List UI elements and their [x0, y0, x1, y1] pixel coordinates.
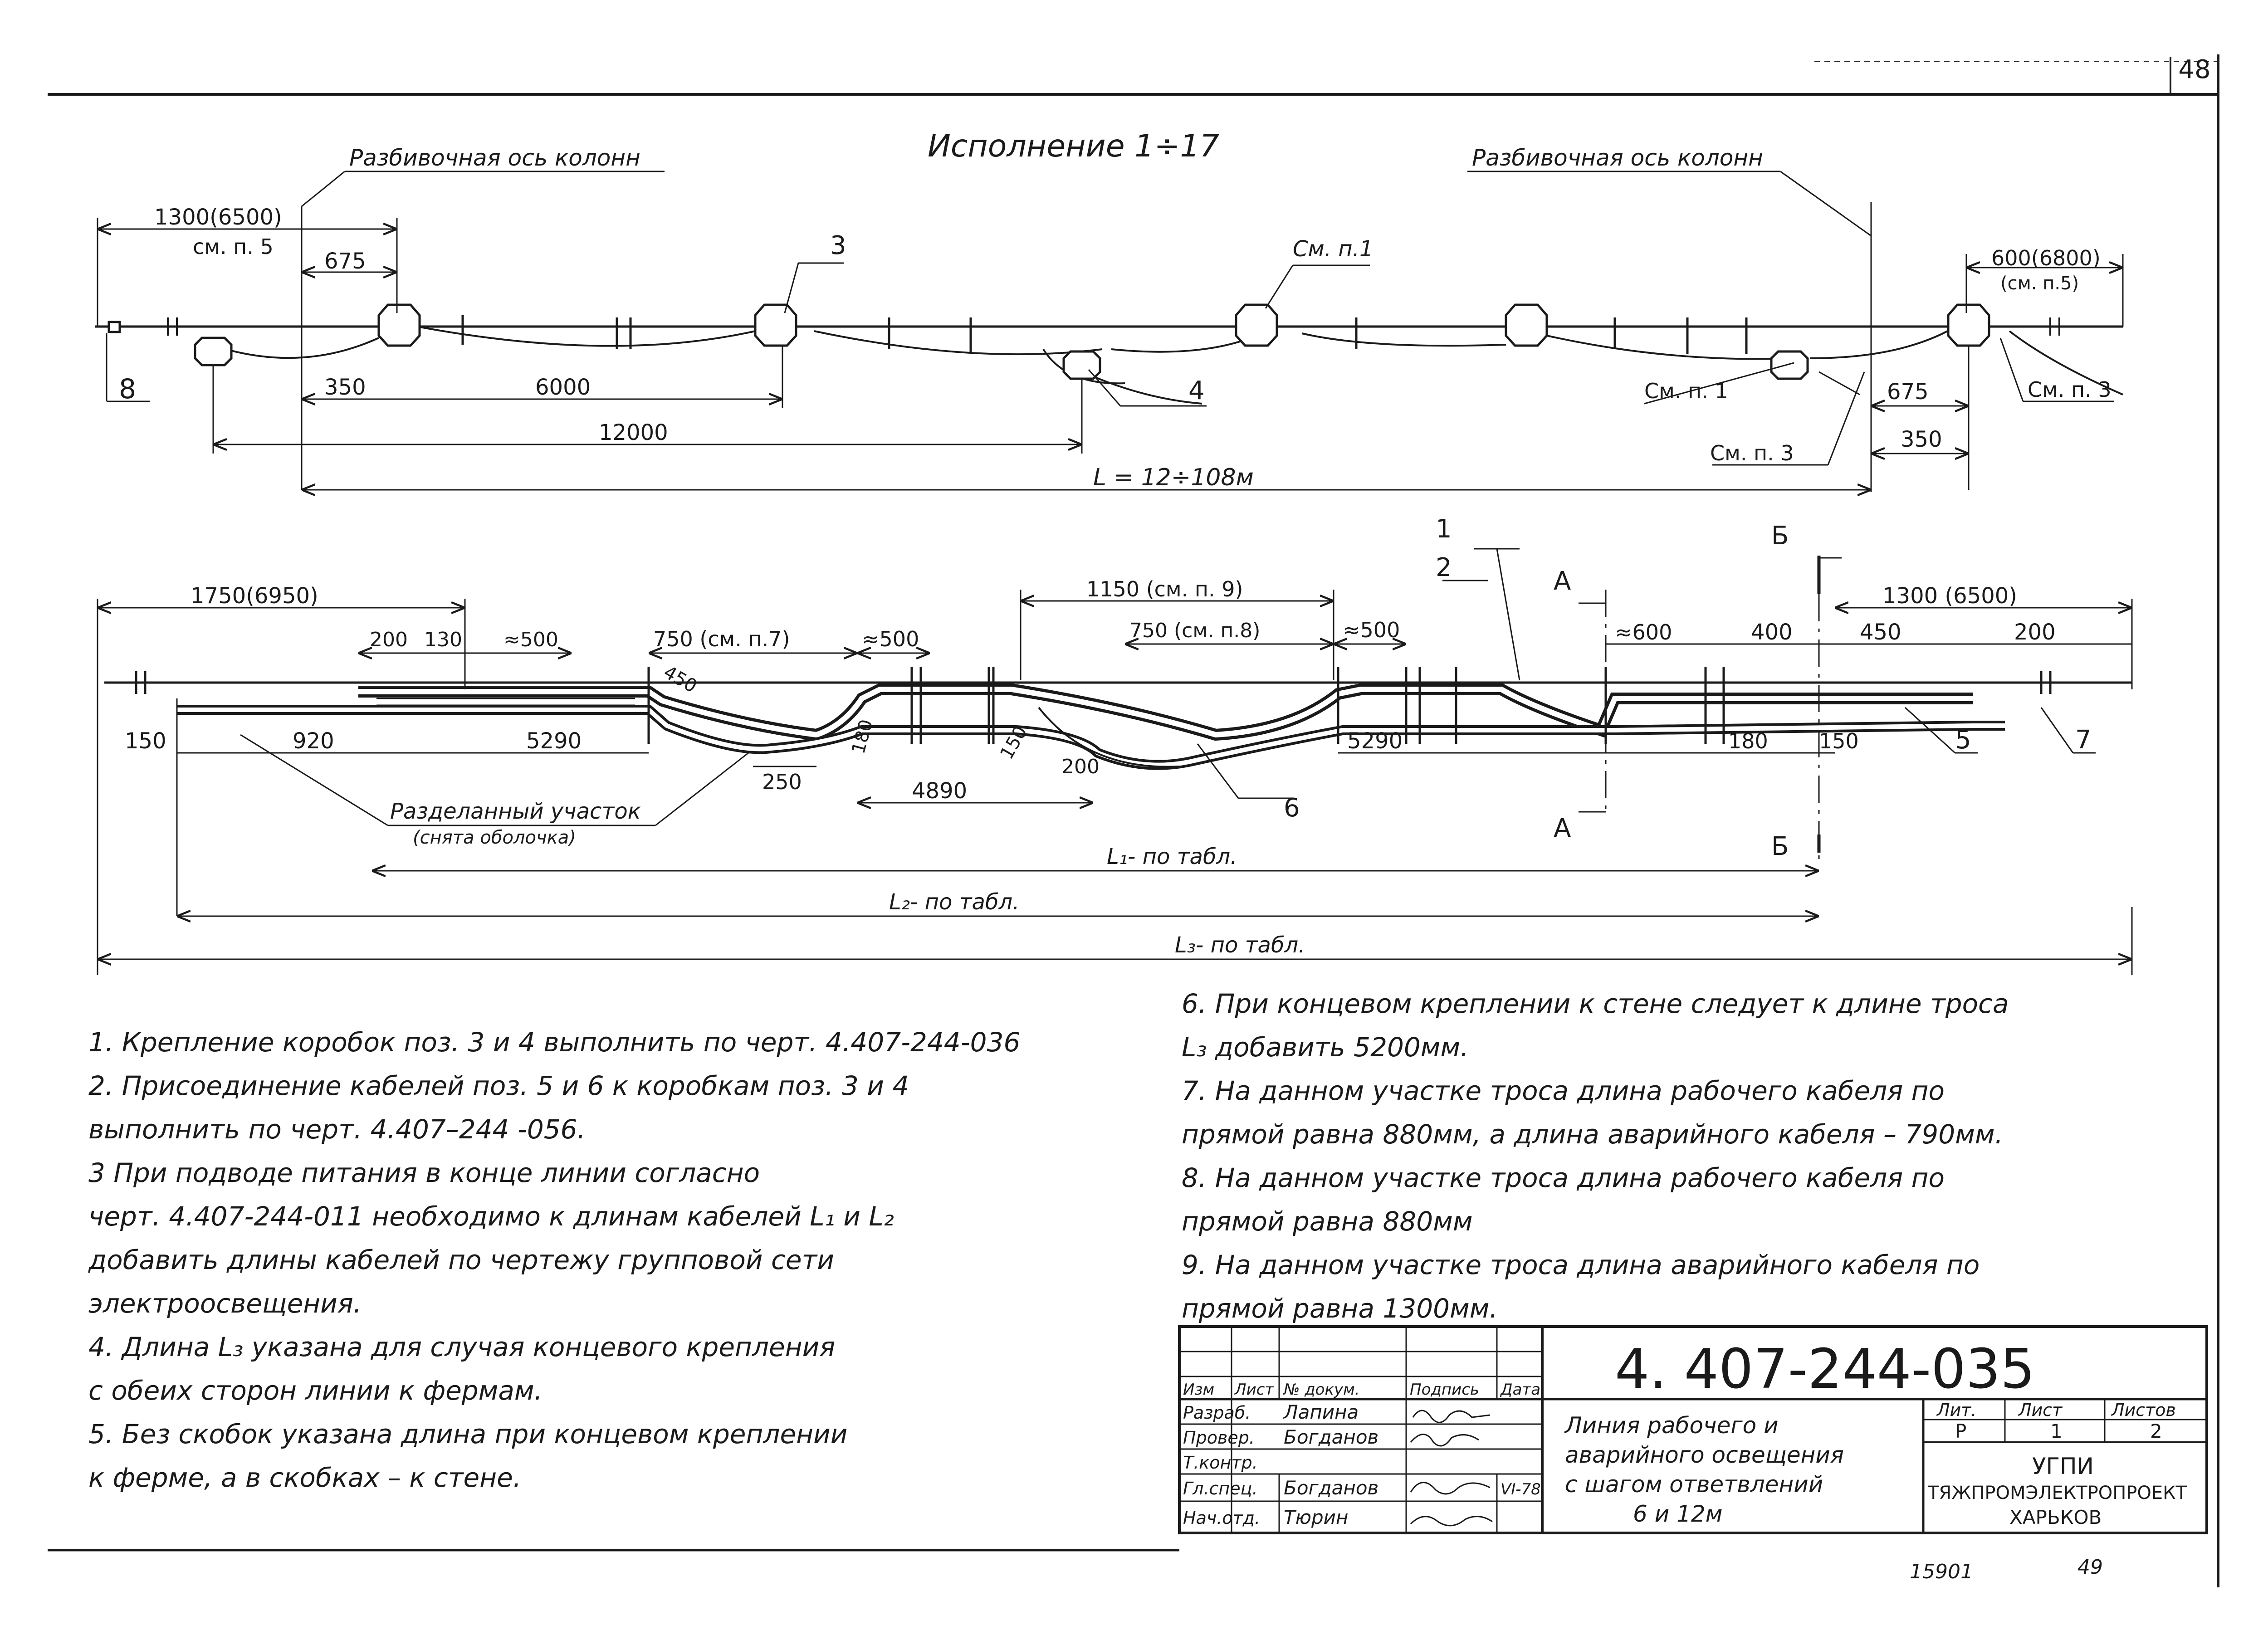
title-block-text	[1183, 1338, 2187, 1528]
drawing-title-3: с шагом ответвлений	[1565, 1471, 1823, 1498]
dim-L-length: L = 12÷108м	[1093, 464, 1254, 491]
pos-8: 8	[119, 373, 137, 405]
see-note-3-right: См. п. 3	[2028, 377, 2112, 402]
dim-1150: 1150 (см. п. 9)	[1086, 577, 1243, 601]
dim-200-right: 200	[2014, 620, 2056, 645]
pos-2: 2	[1436, 553, 1452, 582]
dim-150-left: 150	[125, 728, 166, 754]
role-chief-spec: Гл.спец.	[1183, 1479, 1258, 1498]
notes-right: 6. При концевом креплении к стене следует к длине троса L₃ добавить 5200мм. 7. На данном участке троса длина рабочего кабеля по прямой равна 880мм, а длина аварийного кабеля – 790мм. 8. На данном участке троса длина рабочего кабеля по прямой равна 880мм 9. На данном участке троса длина аварийного кабеля по прямой равна 1300мм.	[1182, 988, 2009, 1324]
org-line-3: ХАРЬКОВ	[2009, 1506, 2102, 1528]
section-B-top: Б	[1771, 521, 1789, 551]
see-note-1-right: См. п. 1	[1644, 379, 1728, 403]
axis-label-left: Разбивочная ось колонн	[349, 145, 640, 171]
dim-675-left: 675	[324, 249, 366, 274]
box-small-3	[1771, 351, 1808, 379]
length-L2: L₂- по табл.	[889, 889, 1020, 915]
sheet-label: Лист	[2019, 1400, 2063, 1420]
name-dept-head: Тюрин	[1284, 1506, 1349, 1528]
dim-450-b: 450	[1860, 620, 1901, 645]
col-izm: Изм	[1183, 1381, 1215, 1399]
pos-7: 7	[2075, 725, 2092, 755]
signature-head	[1411, 1517, 1492, 1526]
lit-label: Лит.	[1937, 1400, 1977, 1420]
dim-500-b: ≈500	[862, 627, 919, 651]
bottom-mark-left: 15901	[1910, 1560, 1973, 1583]
box-5	[1948, 305, 1989, 346]
dim-250: 250	[762, 770, 802, 794]
dim-1300-detail: 1300 (6500)	[1882, 583, 2018, 609]
see-note-5-left: см. п. 5	[193, 234, 274, 259]
date-chief-spec: VI-78	[1501, 1480, 1541, 1498]
stripped-section-note: (снята оболочка)	[413, 827, 576, 848]
dim-1300: 1300(6500)	[154, 205, 282, 230]
dim-5290-left: 5290	[526, 728, 582, 754]
plan-clamps	[463, 315, 1746, 354]
col-doc: № докум.	[1284, 1381, 1360, 1399]
role-dept-head: Нач.отд.	[1183, 1508, 1261, 1528]
box-1	[379, 305, 420, 346]
sheet-value: 1	[2050, 1420, 2063, 1442]
end-anchor-left	[109, 322, 120, 332]
see-note-5-right: (см. п.5)	[2000, 273, 2079, 294]
dim-200-mid: 200	[1061, 755, 1100, 778]
dim-350-left: 350	[324, 375, 366, 400]
dim-920: 920	[293, 728, 334, 754]
section-B-bottom: Б	[1771, 832, 1789, 861]
pos-5: 5	[1955, 725, 1971, 755]
sheets-label: Листов	[2112, 1400, 2176, 1420]
org-line-2: ТЯЖПРОМЭЛЕКТРОПРОЕКТ	[1928, 1483, 2187, 1503]
dim-150-right: 150	[1819, 729, 1859, 753]
col-date: Дата	[1501, 1381, 1541, 1399]
pos-3: 3	[830, 231, 846, 260]
detail-dimension-labels	[125, 514, 2092, 958]
dim-500-c: ≈500	[1343, 618, 1400, 642]
dim-750-note-8: 750 (см. п.8)	[1129, 619, 1261, 642]
stripped-section-label: Разделанный участок	[390, 799, 641, 824]
col-sign: Подпись	[1410, 1381, 1479, 1399]
detail-view	[98, 514, 2132, 975]
box-4	[1506, 305, 1547, 346]
plan-view	[95, 128, 2123, 492]
bottom-mark-right: 49	[2077, 1556, 2103, 1579]
signatures	[1411, 1410, 1492, 1526]
pos-4: 4	[1188, 376, 1205, 405]
plan-dimension-labels	[119, 205, 2112, 491]
document-number: 4. 407-244-035	[1615, 1338, 2035, 1401]
plan-boxes	[109, 305, 1989, 379]
signature-developer	[1413, 1410, 1490, 1422]
length-L1: L₁- по табл.	[1107, 844, 1237, 869]
section-A-bottom: А	[1554, 814, 1571, 843]
dim-12000: 12000	[599, 420, 668, 445]
col-list: Лист	[1235, 1381, 1274, 1399]
dim-500-a: ≈500	[503, 628, 558, 651]
dim-150-mid: 150	[996, 722, 1032, 763]
box-small-2	[1064, 351, 1100, 379]
org-line-1: УГПИ	[2032, 1453, 2094, 1479]
dim-180-a: 180	[848, 717, 877, 756]
dim-5290-right: 5290	[1347, 728, 1403, 754]
dim-750-note-7: 750 (см. п.7)	[653, 627, 790, 651]
name-chief-spec: Богданов	[1284, 1477, 1379, 1499]
dim-1750: 1750(6950)	[191, 583, 318, 609]
pos-6: 6	[1284, 793, 1300, 823]
dim-675-right: 675	[1887, 379, 1929, 405]
lit-value: Р	[1955, 1420, 1967, 1442]
axis-label-right: Разбивочная ось колонн	[1472, 145, 1763, 171]
dim-600: 600(6800)	[1991, 246, 2101, 270]
length-L3: L₃- по табл.	[1175, 932, 1305, 958]
dim-180-b: 180	[1728, 729, 1768, 753]
dim-450-a: 450	[660, 661, 701, 697]
see-note-1-top: См. п.1	[1293, 236, 1374, 262]
page-number: 48	[2178, 55, 2211, 84]
box-3	[1236, 305, 1277, 346]
name-checker: Богданов	[1284, 1426, 1379, 1448]
dim-600-detail: ≈600	[1615, 620, 1672, 644]
dim-130: 130	[424, 628, 462, 651]
dim-6000: 6000	[535, 375, 591, 400]
box-small-1	[195, 338, 231, 365]
box-2	[755, 305, 796, 346]
name-developer: Лапина	[1284, 1401, 1359, 1423]
role-checker: Провер.	[1183, 1428, 1255, 1448]
drawing-title-1: Линия рабочего и	[1565, 1412, 1779, 1439]
plan-dimensions	[98, 218, 2123, 490]
dim-350-right: 350	[1901, 427, 1942, 452]
role-developer: Разраб.	[1183, 1403, 1251, 1423]
signature-checker	[1411, 1435, 1479, 1446]
role-tech-control: Т.контр.	[1183, 1453, 1258, 1473]
pos-1: 1	[1436, 514, 1452, 544]
plan-title: Исполнение 1÷17	[928, 128, 1219, 164]
dim-400: 400	[1751, 620, 1793, 645]
dim-4890: 4890	[912, 778, 968, 804]
section-A-top: А	[1554, 566, 1571, 596]
drawing-title-4: 6 и 12м	[1633, 1501, 1723, 1527]
sheets-value: 2	[2150, 1420, 2162, 1442]
signature-chief	[1411, 1483, 1490, 1494]
see-note-3-bottom: См. п. 3	[1710, 441, 1794, 465]
notes-left: 1. Крепление коробок поз. 3 и 4 выполнить по черт. 4.407-244-036 2. Присоединение кабелей поз. 5 и 6 к коробкам поз. 3 и 4 выполнить по черт. 4.407–244 -056. 3 При подводе питания в конце линии согласно черт. 4.407-244-011 необходимо к длинам кабелей L₁ и L₂ добавить длины кабелей по чертежу групповой сети электроосвещения. 4. Длина L₃ указана для случая концевого крепления с обеих сторон линии к фермам. 5. Без скобок указана длина при концевом креплении к ферме, а в скобках – к стене.	[88, 1027, 1021, 1493]
dim-200: 200	[370, 628, 408, 651]
drawing-title-2: аварийного освещения	[1565, 1442, 1844, 1468]
